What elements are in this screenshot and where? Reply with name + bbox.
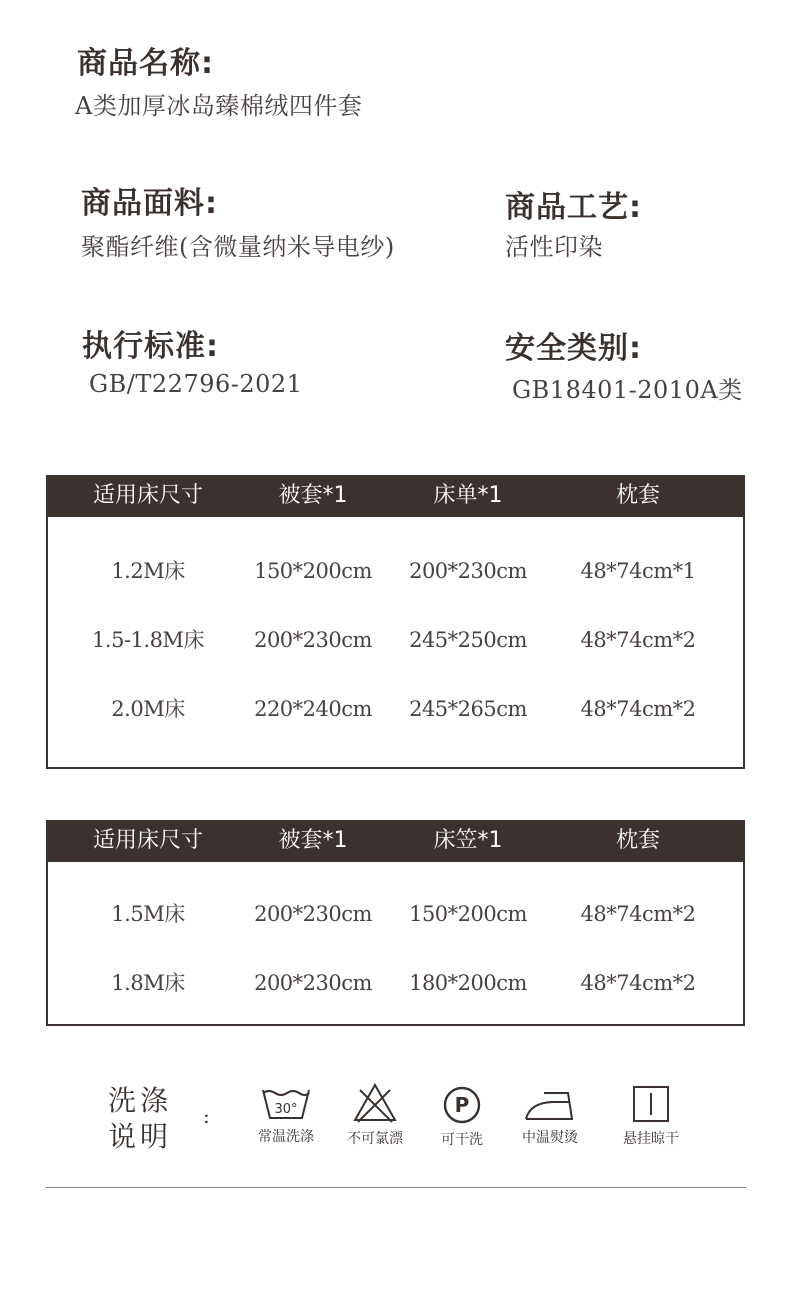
- table-row: [48, 537, 743, 606]
- care-title-line2: 说明: [108, 1120, 173, 1153]
- wash-temperature: 30°: [274, 1102, 298, 1117]
- fabric-value: 聚酯纤维(含微量纳米导电纱): [81, 233, 395, 261]
- cell-duvet: 200*230cm: [254, 971, 372, 995]
- standard-label: 执行标准:: [82, 329, 219, 364]
- table-row: [48, 675, 743, 744]
- cell-pillowcase: 48*74cm*2: [580, 697, 696, 721]
- cell-pillowcase: 48*74cm*1: [580, 559, 696, 583]
- header-fitted-sheet: 床笠*1: [433, 828, 503, 853]
- safety-label: 安全类别:: [505, 331, 642, 366]
- care-label-no-bleach: 不可氯漂: [347, 1131, 403, 1147]
- care-title: [108, 1083, 172, 1155]
- care-title-line1: 洗涤: [108, 1084, 173, 1117]
- cell-pillowcase: 48*74cm*2: [580, 971, 696, 995]
- cell-duvet: 200*230cm: [254, 628, 372, 652]
- cell-fitted-sheet: 180*200cm: [409, 971, 527, 995]
- craft-value: 活性印染: [505, 233, 603, 261]
- bottom-divider: [46, 1187, 746, 1188]
- cell-bed-size: 1.8M床: [111, 971, 185, 995]
- table-header: [48, 820, 743, 862]
- care-label-line-dry: 悬挂晾干: [623, 1131, 679, 1147]
- cell-bed-size: 2.0M床: [111, 697, 185, 721]
- care-colon: :: [203, 1104, 210, 1128]
- care-label-wash: 常温洗涤: [258, 1129, 314, 1145]
- product-name-value: A类加厚冰岛臻棉绒四件套: [75, 92, 363, 120]
- craft-label: 商品工艺:: [505, 190, 642, 225]
- header-bed-size: 适用床尺寸: [92, 483, 203, 508]
- cell-bed-size: 1.5M床: [111, 902, 185, 926]
- care-label-dry-clean: 可干洗: [441, 1132, 483, 1148]
- table-header: [48, 475, 743, 517]
- dry-clean-letter: P: [454, 1093, 470, 1117]
- cell-fitted-sheet: 150*200cm: [409, 902, 527, 926]
- iron-medium-icon: [522, 1087, 578, 1123]
- cell-duvet: 200*230cm: [254, 902, 372, 926]
- line-dry-icon: [631, 1084, 671, 1124]
- cell-sheet: 245*250cm: [409, 628, 527, 652]
- size-table-flat-sheet: [46, 475, 745, 769]
- header-duvet: 被套*1: [278, 828, 348, 853]
- care-item-no-bleach: [330, 1082, 420, 1148]
- table-row: [48, 880, 743, 949]
- table-row: [48, 949, 743, 1018]
- cell-sheet: 245*265cm: [409, 697, 527, 721]
- care-item-line-dry: [606, 1084, 696, 1148]
- size-table-fitted-sheet: [46, 820, 745, 1026]
- header-bed-size: 适用床尺寸: [92, 828, 203, 853]
- wash-30-icon: [260, 1086, 312, 1122]
- standard-value: GB/T22796-2021: [89, 370, 303, 398]
- header-pillowcase: 枕套: [615, 483, 660, 508]
- cell-pillowcase: 48*74cm*2: [580, 902, 696, 926]
- care-item-dry-clean: [417, 1085, 507, 1149]
- cell-bed-size: 1.5-1.8M床: [92, 628, 204, 652]
- care-item-wash: [241, 1086, 331, 1146]
- care-item-iron: [505, 1087, 595, 1147]
- fabric-label: 商品面料:: [81, 186, 218, 221]
- product-name-label: 商品名称:: [77, 46, 214, 81]
- header-pillowcase: 枕套: [615, 828, 660, 853]
- dry-clean-icon: [442, 1085, 482, 1125]
- header-duvet: 被套*1: [278, 483, 348, 508]
- cell-bed-size: 1.2M床: [111, 559, 185, 583]
- table-row: [48, 606, 743, 675]
- cell-duvet: 150*200cm: [254, 559, 372, 583]
- care-label-iron: 中温熨烫: [522, 1130, 578, 1146]
- cell-sheet: 200*230cm: [409, 559, 527, 583]
- header-sheet: 床单*1: [433, 483, 503, 508]
- no-bleach-icon: [352, 1082, 398, 1124]
- cell-pillowcase: 48*74cm*2: [580, 628, 696, 652]
- cell-duvet: 220*240cm: [254, 697, 372, 721]
- safety-value: GB18401-2010A类: [512, 376, 743, 404]
